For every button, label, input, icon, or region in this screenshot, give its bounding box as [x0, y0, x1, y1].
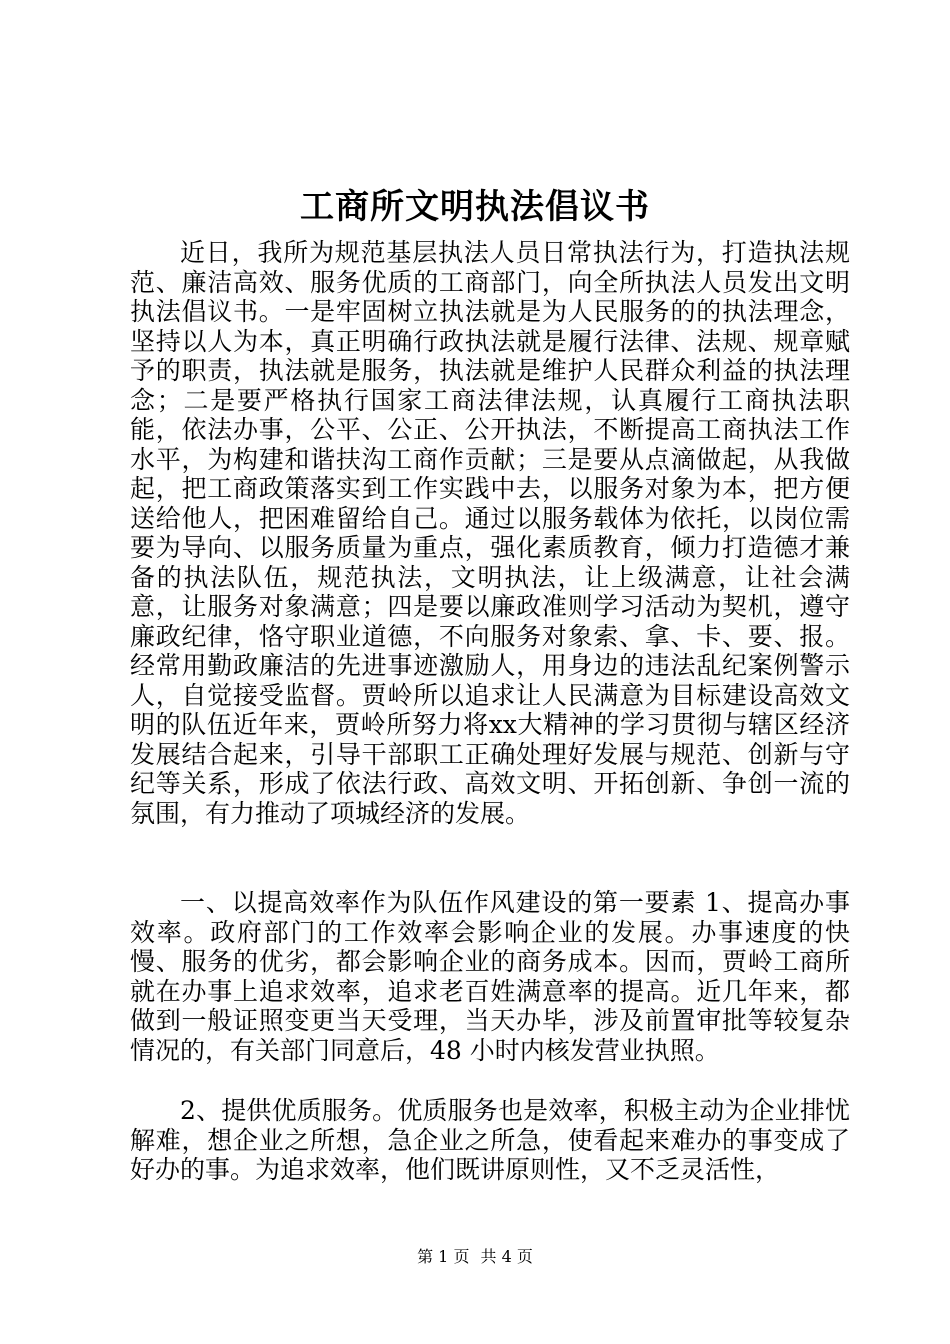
page-total: 共 4 页 [480, 1247, 533, 1266]
paragraph-2: 一、以提高效率作为队伍作风建设的第一要素 1、提高办事效率。政府部门的工作效率会影响企业的发展。办事速度的快慢、服务的优劣，都会影响企业的商务成本。因而，贾岭工商所就在办事上追求效率，追求老百姓满意率的提高。近几年来，都做到一般证照变更当天受理，当天办毕，涉及前置审批等较复杂情况的，有关部门同意后，48 小时内核发营业执照。 [130, 888, 850, 1065]
page-footer [0, 1246, 950, 1268]
document-title: 工商所文明执法倡议书 [300, 187, 650, 227]
page-number: 第 1 页 [417, 1247, 470, 1266]
paragraph-1: 近日，我所为规范基层执法人员日常执法行为，打造执法规范、廉洁高效、服务优质的工商部门，向全所执法人员发出文明执法倡议书。一是牢固树立执法就是为人民服务的的执法理念，坚持以人为本，真正明确行政执法就是履行法律、法规、规章赋予的职责，执法就是服务，执法就是维护人民群众利益的执法理念；二是要严格执行国家工商法律法规，认真履行工商执法职能，依法办事，公平、公正、公开执法，不断提高工商执法工作水平，为构建和谐扶沟工商作贡献；三是要从点滴做起，从我做起，把工商政策落实到工作实践中去，以服务对象为本，把方便送给他人，把困难留给自己。通过以服务载体为依托，以岗位需要为导向、以服务质量为重点，强化素质教育，倾力打造德才兼备的执法队伍，规范执法，文明执法，让上级满意，让社会满意，让服务对象满意；四是要以廉政准则学习活动为契机，遵守廉政纪律，恪守职业道德，不向服务对象索、拿、卡、要、报。经常用勤政廉洁的先进事迹激励人，用身边的违法乱纪案例警示人，自觉接受监督。贾岭所以追求让人民满意为目标建设高效文明的队伍近年来，贾岭所努力将xx大精神的学习贯彻与辖区经济发展结合起来，引导干部职工正确处理好发展与规范、创新与守纪等关系，形成了依法行政、高效文明、开拓创新、争创一流的氛围，有力推动了项城经济的发展。 [130, 238, 850, 828]
paragraph-3: 2、提供优质服务。优质服务也是效率，积极主动为企业排忧解难，想企业之所想，急企业之所急，使看起来难办的事变成了好办的事。为追求效率，他们既讲原则性，又不乏灵活性， [130, 1096, 850, 1184]
